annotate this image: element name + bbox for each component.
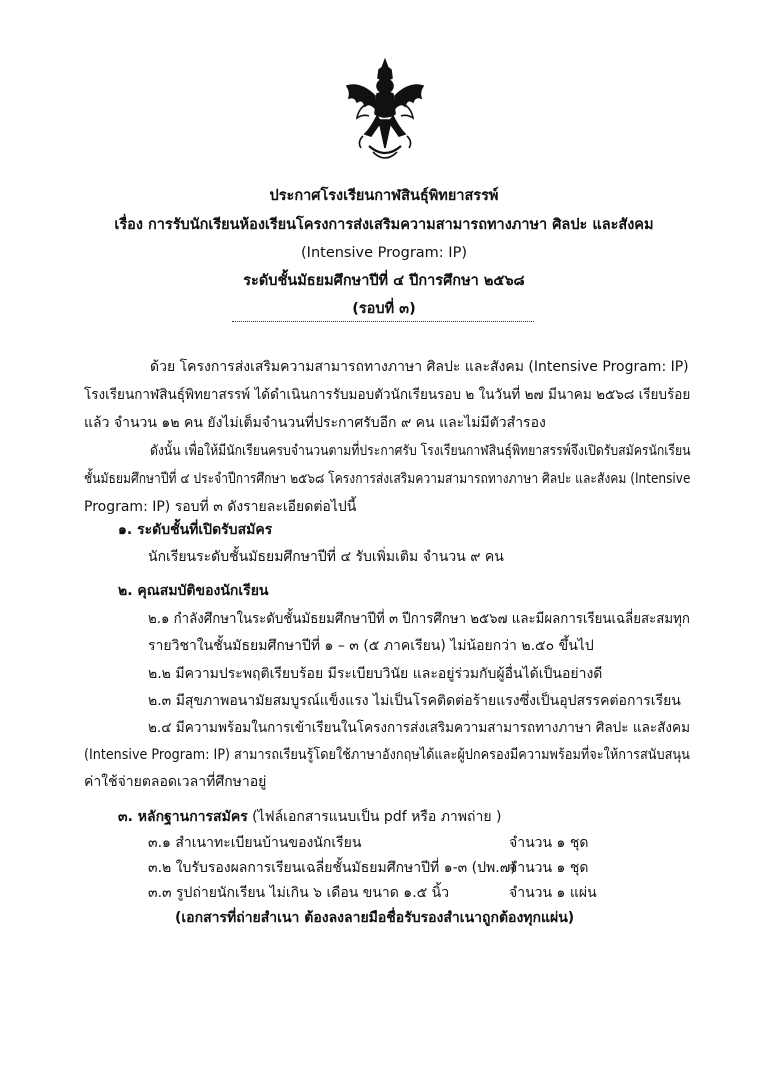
qualification-item: ๒.๑ กำลังศึกษาในระดับชั้นมัธยมศึกษาปีที่ ๓ ปีการศึกษา ๒๕๖๗ และมีผลการเรียนเฉลี่ยสะสมทุก — [148, 611, 690, 627]
section-3-note: (ไฟล์เอกสารแนบเป็น pdf หรือ ภาพถ่าย ) — [247, 809, 502, 825]
document-item-label: ๓.๓ รูปถ่ายนักเรียน ไม่เกิน ๖ เดือน ขนาด ๑.๕ นิ้ว — [148, 885, 450, 901]
program-name: (Intensive Program: IP) — [301, 245, 467, 261]
round-number: (รอบที่ ๓) — [352, 301, 416, 317]
intro-line: Program: IP) รอบที่ ๓ ดังรายละเอียดต่อไปนี้ — [84, 499, 357, 515]
section-1-title: ๑. ระดับชั้นที่เปิดรับสมัคร — [118, 522, 273, 538]
intro-line: ชั้นมัธยมศึกษาปีที่ ๔ ประจำปีการศึกษา ๒๕๖๘ โครงการส่งเสริมความสามารถทางภาษา ศิลปะ และสังคม (Intensive — [84, 471, 691, 487]
document-item-qty: จำนวน ๑ ชุด — [509, 835, 589, 851]
qualification-item: ค่าใช้จ่ายตลอดเวลาที่ศึกษาอยู่ — [84, 774, 267, 790]
announcement-title: ประกาศโรงเรียนกาฬสินธุ์พิทยาสรรพ์ — [269, 188, 499, 204]
grade-level: ระดับชั้นมัธยมศึกษาปีที่ ๔ ปีการศึกษา ๒๕๖๘ — [243, 273, 525, 289]
qualification-item: (Intensive Program: IP) สามารถเรียนรู้โดยใช้ภาษาอังกฤษได้และผู้ปกครองมีความพร้อมที่จะให้การสนับสนุน — [84, 747, 690, 763]
document-item-qty: จำนวน ๑ แผ่น — [509, 885, 597, 901]
intro-line: แล้ว จำนวน ๑๒ คน ยังไม่เต็มจำนวนที่ประกาศรับอีก ๙ คน และไม่มีตัวสำรอง — [84, 415, 546, 431]
section-1-text: นักเรียนระดับชั้นมัธยมศึกษาปีที่ ๔ รับเพิ่มเติม จำนวน ๙ คน — [148, 549, 504, 565]
intro-line: ด้วย โครงการส่งเสริมความสามารถทางภาษา ศิลปะ และสังคม (Intensive Program: IP) — [150, 359, 689, 375]
certification-note: (เอกสารที่ถ่ายสำเนา ต้องลงลายมือชื่อรับรองสำเนาถูกต้องทุกแผ่น) — [175, 910, 575, 926]
document-item-label: ๓.๑ สำเนาทะเบียนบ้านของนักเรียน — [148, 835, 362, 851]
section-3-heading — [118, 807, 501, 827]
document-item-qty: จำนวน ๑ ชุด — [509, 860, 589, 876]
garuda-emblem-icon — [341, 56, 429, 166]
intro-line: ดังนั้น เพื่อให้มีนักเรียนครบจำนวนตามที่ประกาศรับ โรงเรียนกาฬสินธุ์พิทยาสรรพ์จึงเปิดรับสมัครนักเรียน — [150, 443, 691, 459]
qualification-item: รายวิชาในชั้นมัธยมศึกษาปีที่ ๑ – ๓ (๕ ภาคเรียน) ไม่น้อยกว่า ๒.๕๐ ขึ้นไป — [148, 638, 594, 654]
intro-line: โรงเรียนกาฬสินธุ์พิทยาสรรพ์ ได้ดำเนินการรับมอบตัวนักเรียนรอบ ๒ ในวันที่ ๒๗ มีนาคม ๒๕๖๘ เรียบร้อย — [84, 387, 691, 403]
announcement-subject: เรื่อง การรับนักเรียนห้องเรียนโครงการส่งเสริมความสามารถทางภาษา ศิลปะ และสังคม — [114, 217, 654, 233]
document-item-label: ๓.๒ ใบรับรองผลการเรียนเฉลี่ยชั้นมัธยมศึกษาปีที่ ๑-๓ (ปพ.๗) — [148, 860, 516, 876]
qualification-item: ๒.๓ มีสุขภาพอนามัยสมบูรณ์แข็งแรง ไม่เป็นโรคติดต่อร้ายแรงซึ่งเป็นอุปสรรคต่อการเรียน — [148, 693, 681, 709]
separator-line — [232, 321, 534, 322]
qualification-item: ๒.๒ มีความประพฤติเรียบร้อย มีระเบียบวินัย และอยู่ร่วมกับผู้อื่นได้เป็นอย่างดี — [148, 666, 603, 682]
qualification-item: ๒.๔ มีความพร้อมในการเข้าเรียนในโครงการส่งเสริมความสามารถทางภาษา ศิลปะ และสังคม — [148, 720, 691, 736]
section-2-title: ๒. คุณสมบัติของนักเรียน — [118, 583, 269, 599]
section-3-title: ๓. หลักฐานการสมัคร — [118, 809, 248, 825]
